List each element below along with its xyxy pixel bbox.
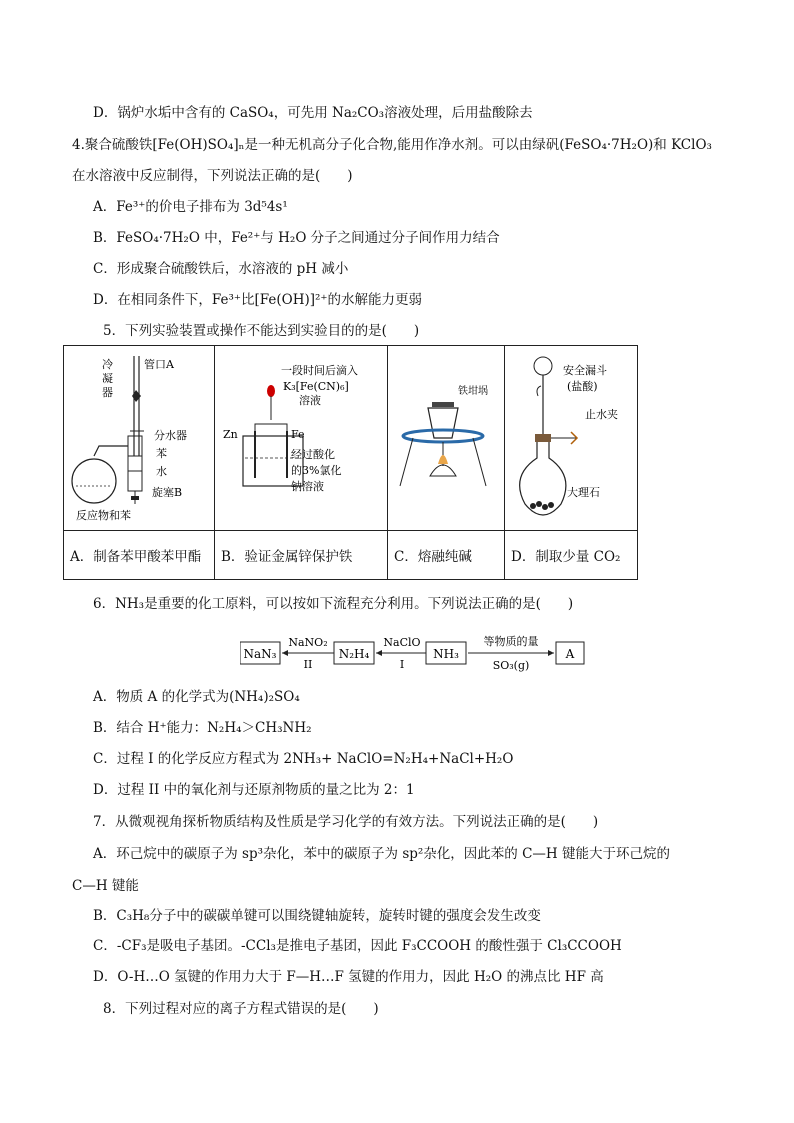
- flow-r2-top: NaNO₂: [288, 636, 328, 649]
- nh3-flow-diagram: [240, 632, 590, 680]
- q4-stem-line2: 在水溶液中反应制得，下列说法正确的是( ): [72, 168, 353, 184]
- q7-option-c: C．-CF₃是吸电子基团。-CCl₃是推电子基团，因此 F₃CCOOH 的酸性强于 Cl₃CCOOH: [93, 938, 622, 954]
- figb-zn-label: Zn: [223, 428, 238, 441]
- q6-stem: 6．NH₃是重要的化工原料，可以按如下流程充分利用。下列说法正确的是( ): [93, 596, 574, 612]
- figure-d-cell: [505, 346, 638, 531]
- q4-option-b: B．FeSO₄·7H₂O 中，Fe²⁺与 H₂O 分子之间通过分子间作用力结合: [93, 230, 500, 246]
- flow-nh3: NH₃: [433, 647, 459, 661]
- q7-option-b: B．C₃H₈分子中的碳碳单键可以围绕键轴旋转，旋转时键的强度会发生改变: [93, 908, 541, 924]
- flow-r3-top: 等物质的量: [483, 635, 539, 648]
- q4-option-a: A．Fe³⁺的价电子排布为 3d⁵4s¹: [93, 199, 288, 215]
- figc-crucible-label: 铁坩埚: [458, 386, 488, 397]
- q7-option-d: D．O-H…O 氢键的作用力大于 F—H…F 氢键的作用力，因此 H₂O 的沸点比 HF 高: [93, 969, 604, 985]
- figb-sol1-label: 经过酸化: [291, 448, 335, 461]
- q4-option-c: C．形成聚合硫酸铁后，水溶液的 pH 减小: [93, 261, 349, 277]
- figd-clamp-label: 止水夹: [585, 408, 618, 421]
- q7-option-a-line1: A．环己烷中的碳原子为 sp³杂化，苯中的碳原子为 sp²杂化，因此苯的 C—H 键能大于环己烷的: [93, 846, 670, 862]
- flow-r1-bot: I: [399, 658, 405, 671]
- flow-r3-bot: SO₃(g): [492, 659, 530, 672]
- q8-stem: 8．下列过程对应的离子方程式错误的是( ): [103, 1001, 379, 1017]
- figa-water-label: 水: [156, 465, 167, 478]
- figa-cond-label: 冷: [102, 358, 113, 371]
- figure-b-diagram: [215, 346, 387, 526]
- figure-a-diagram: [64, 346, 214, 526]
- flow-n2h4: N₂H₄: [338, 647, 370, 661]
- figb-drop1-label: 一段时间后滴入: [281, 364, 358, 377]
- q6-option-c: C．过程 I 的化学反应方程式为 2NH₃+ NaClO=N₂H₄+NaCl+H₂O: [93, 751, 514, 767]
- apparatus-table: [63, 345, 638, 580]
- q7-option-a-line2: C—H 键能: [72, 878, 139, 894]
- flow-a: A: [565, 647, 575, 661]
- flow-r2-bot: II: [303, 658, 313, 671]
- figa-valve-label: 旋塞B: [152, 486, 183, 499]
- caption-c: C．熔融纯碱: [388, 531, 505, 580]
- figa-pipe-label: 管口A: [144, 358, 174, 371]
- caption-d: D．制取少量 CO₂: [505, 531, 638, 580]
- figure-d-diagram: [505, 346, 637, 526]
- flow-nan3: NaN₃: [243, 647, 277, 661]
- figa-cond3-label: 器: [102, 386, 113, 399]
- q3-option-d: D．锅炉水垢中含有的 CaSO₄，可先用 Na₂CO₃溶液处理，后用盐酸除去: [93, 105, 533, 121]
- figb-sol3-label: 钠溶液: [291, 480, 324, 493]
- figa-cond2-label: 凝: [102, 372, 113, 385]
- q4-option-d: D．在相同条件下，Fe³⁺比[Fe(OH)]²⁺的水解能力更弱: [93, 292, 423, 308]
- figd-funnel1-label: 安全漏斗: [563, 364, 607, 377]
- q7-stem: 7．从微观视角探析物质结构及性质是学习化学的有效方法。下列说法正确的是( ): [93, 814, 599, 830]
- figb-drop3-label: 溶液: [299, 394, 321, 407]
- caption-a: A．制备苯甲酸苯甲酯: [64, 531, 215, 580]
- figa-flask-label: 反应物和苯: [76, 509, 131, 522]
- q4-stem-line1: 4.聚合硫酸铁[Fe(OH)SO₄]ₙ是一种无机高分子化合物,能用作净水剂。可以由绿矾(FeSO₄·7H₂O)和 KClO₃: [72, 137, 712, 153]
- q5-stem: 5．下列实验装置或操作不能达到实验目的的是( ): [103, 323, 420, 339]
- q6-option-b: B．结合 H⁺能力：N₂H₄＞CH₃NH₂: [93, 720, 312, 736]
- figb-sol2-label: 的3%氯化: [291, 464, 342, 477]
- figa-benz-label: 苯: [156, 447, 167, 460]
- figd-marble-label: 大理石: [567, 486, 600, 499]
- q6-option-d: D．过程 II 中的氧化剂与还原剂物质的量之比为 2：1: [93, 782, 415, 798]
- caption-b: B．验证金属锌保护铁: [215, 531, 388, 580]
- flow-r1-top: NaClO: [383, 636, 421, 649]
- figure-b-cell: [215, 346, 388, 531]
- q6-option-a: A．物质 A 的化学式为(NH₄)₂SO₄: [93, 689, 300, 705]
- figure-a-cell: [64, 346, 215, 531]
- figd-funnel2-label: (盐酸): [567, 380, 598, 393]
- figb-fe-label: Fe: [291, 428, 305, 441]
- figb-drop2-label: K₃[Fe(CN)₆]: [283, 380, 349, 393]
- figure-c-diagram: [388, 346, 504, 526]
- figa-sep-label: 分水器: [154, 429, 187, 442]
- figure-c-cell: [388, 346, 505, 531]
